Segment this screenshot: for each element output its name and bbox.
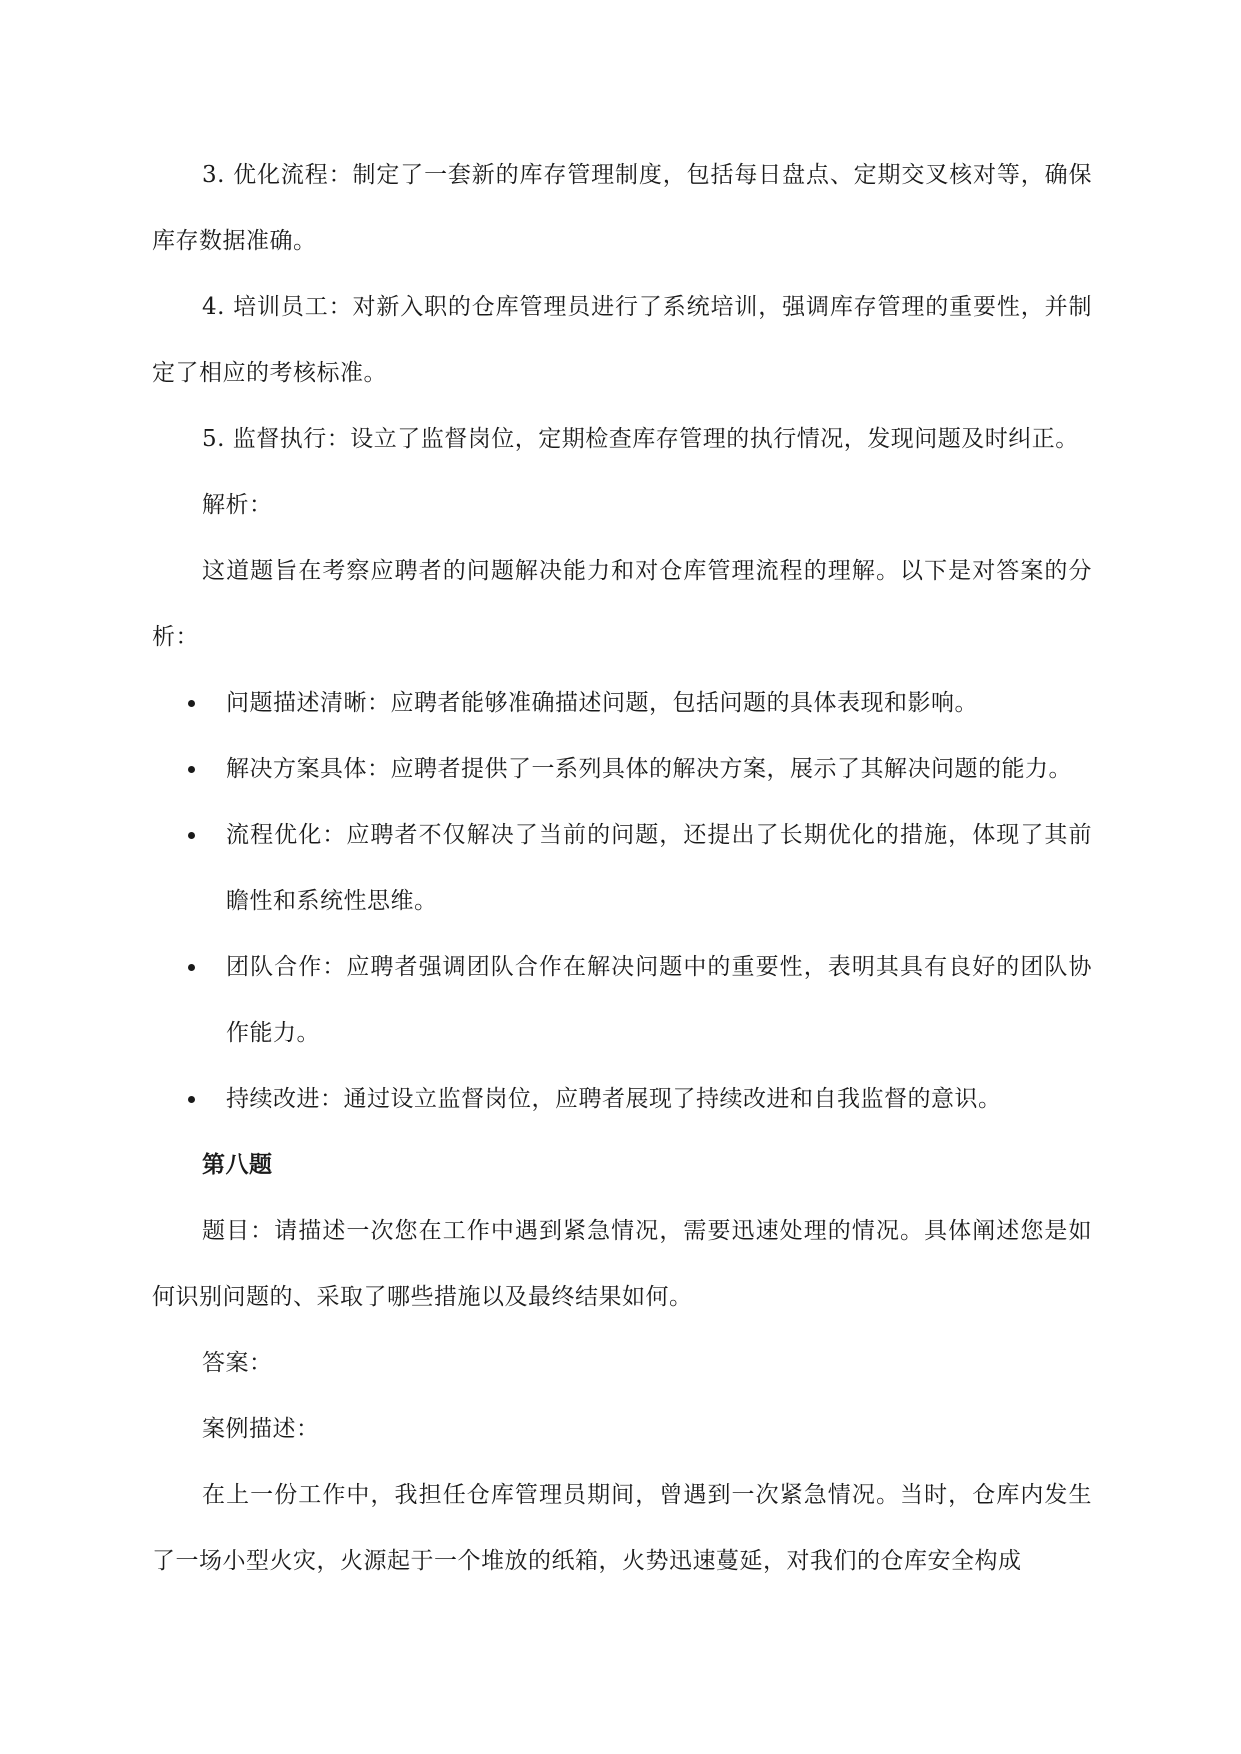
bullet-icon: [188, 766, 195, 773]
list-item-text: 持续改进：通过设立监督岗位，应聘者展现了持续改进和自我监督的意识。: [226, 1086, 1002, 1112]
bullet-icon: [188, 964, 195, 971]
list-item-text: 团队合作：应聘者强调团队合作在解决问题中的重要性，表明其具有良好的团队协作能力。: [226, 954, 1092, 1046]
answer-label: 答案：: [202, 1350, 273, 1376]
list-item: [152, 934, 1092, 1066]
question-paragraph: 题目：请描述一次您在工作中遇到紧急情况，需要迅速处理的情况。具体阐述您是如何识别问题的、采取了哪些措施以及最终结果如何。: [152, 1218, 1092, 1310]
list-item-text: 解决方案具体：应聘者提供了一系列具体的解决方案，展示了其解决问题的能力。: [226, 756, 1072, 782]
list-item: [152, 736, 1092, 802]
analysis-intro: 这道题旨在考察应聘者的问题解决能力和对仓库管理流程的理解。以下是对答案的分析：: [152, 558, 1092, 650]
list-item: [152, 802, 1092, 934]
case-description-label: 案例描述：: [202, 1416, 320, 1442]
analysis-label: 解析：: [202, 492, 273, 518]
document-page: [152, 142, 1092, 1594]
paragraph-train-staff: 4. 培训员工：对新入职的仓库管理员进行了系统培训，强调库存管理的重要性，并制定了相应的考核标准。: [152, 294, 1092, 386]
list-item-text: 流程优化：应聘者不仅解决了当前的问题，还提出了长期优化的措施，体现了其前瞻性和系统性思维。: [226, 822, 1092, 914]
bullet-icon: [188, 832, 195, 839]
list-item: [152, 670, 1092, 736]
list-item: [152, 1066, 1092, 1132]
analysis-bullet-list: [152, 670, 1092, 1132]
bullet-icon: [188, 700, 195, 707]
section-heading: 第八题: [202, 1151, 273, 1178]
paragraph-supervise: 5. 监督执行：设立了监督岗位，定期检查库存管理的执行情况，发现问题及时纠正。: [202, 426, 1079, 452]
list-item-text: 问题描述清晰：应聘者能够准确描述问题，包括问题的具体表现和影响。: [226, 690, 978, 716]
paragraph-optimize-process: 3. 优化流程：制定了一套新的库存管理制度，包括每日盘点、定期交叉核对等，确保库存数据准确。: [152, 162, 1092, 254]
case-description-paragraph: 在上一份工作中，我担任仓库管理员期间，曾遇到一次紧急情况。当时，仓库内发生了一场小型火灾，火源起于一个堆放的纸箱，火势迅速蔓延，对我们的仓库安全构成: [152, 1482, 1092, 1574]
bullet-icon: [188, 1096, 195, 1103]
